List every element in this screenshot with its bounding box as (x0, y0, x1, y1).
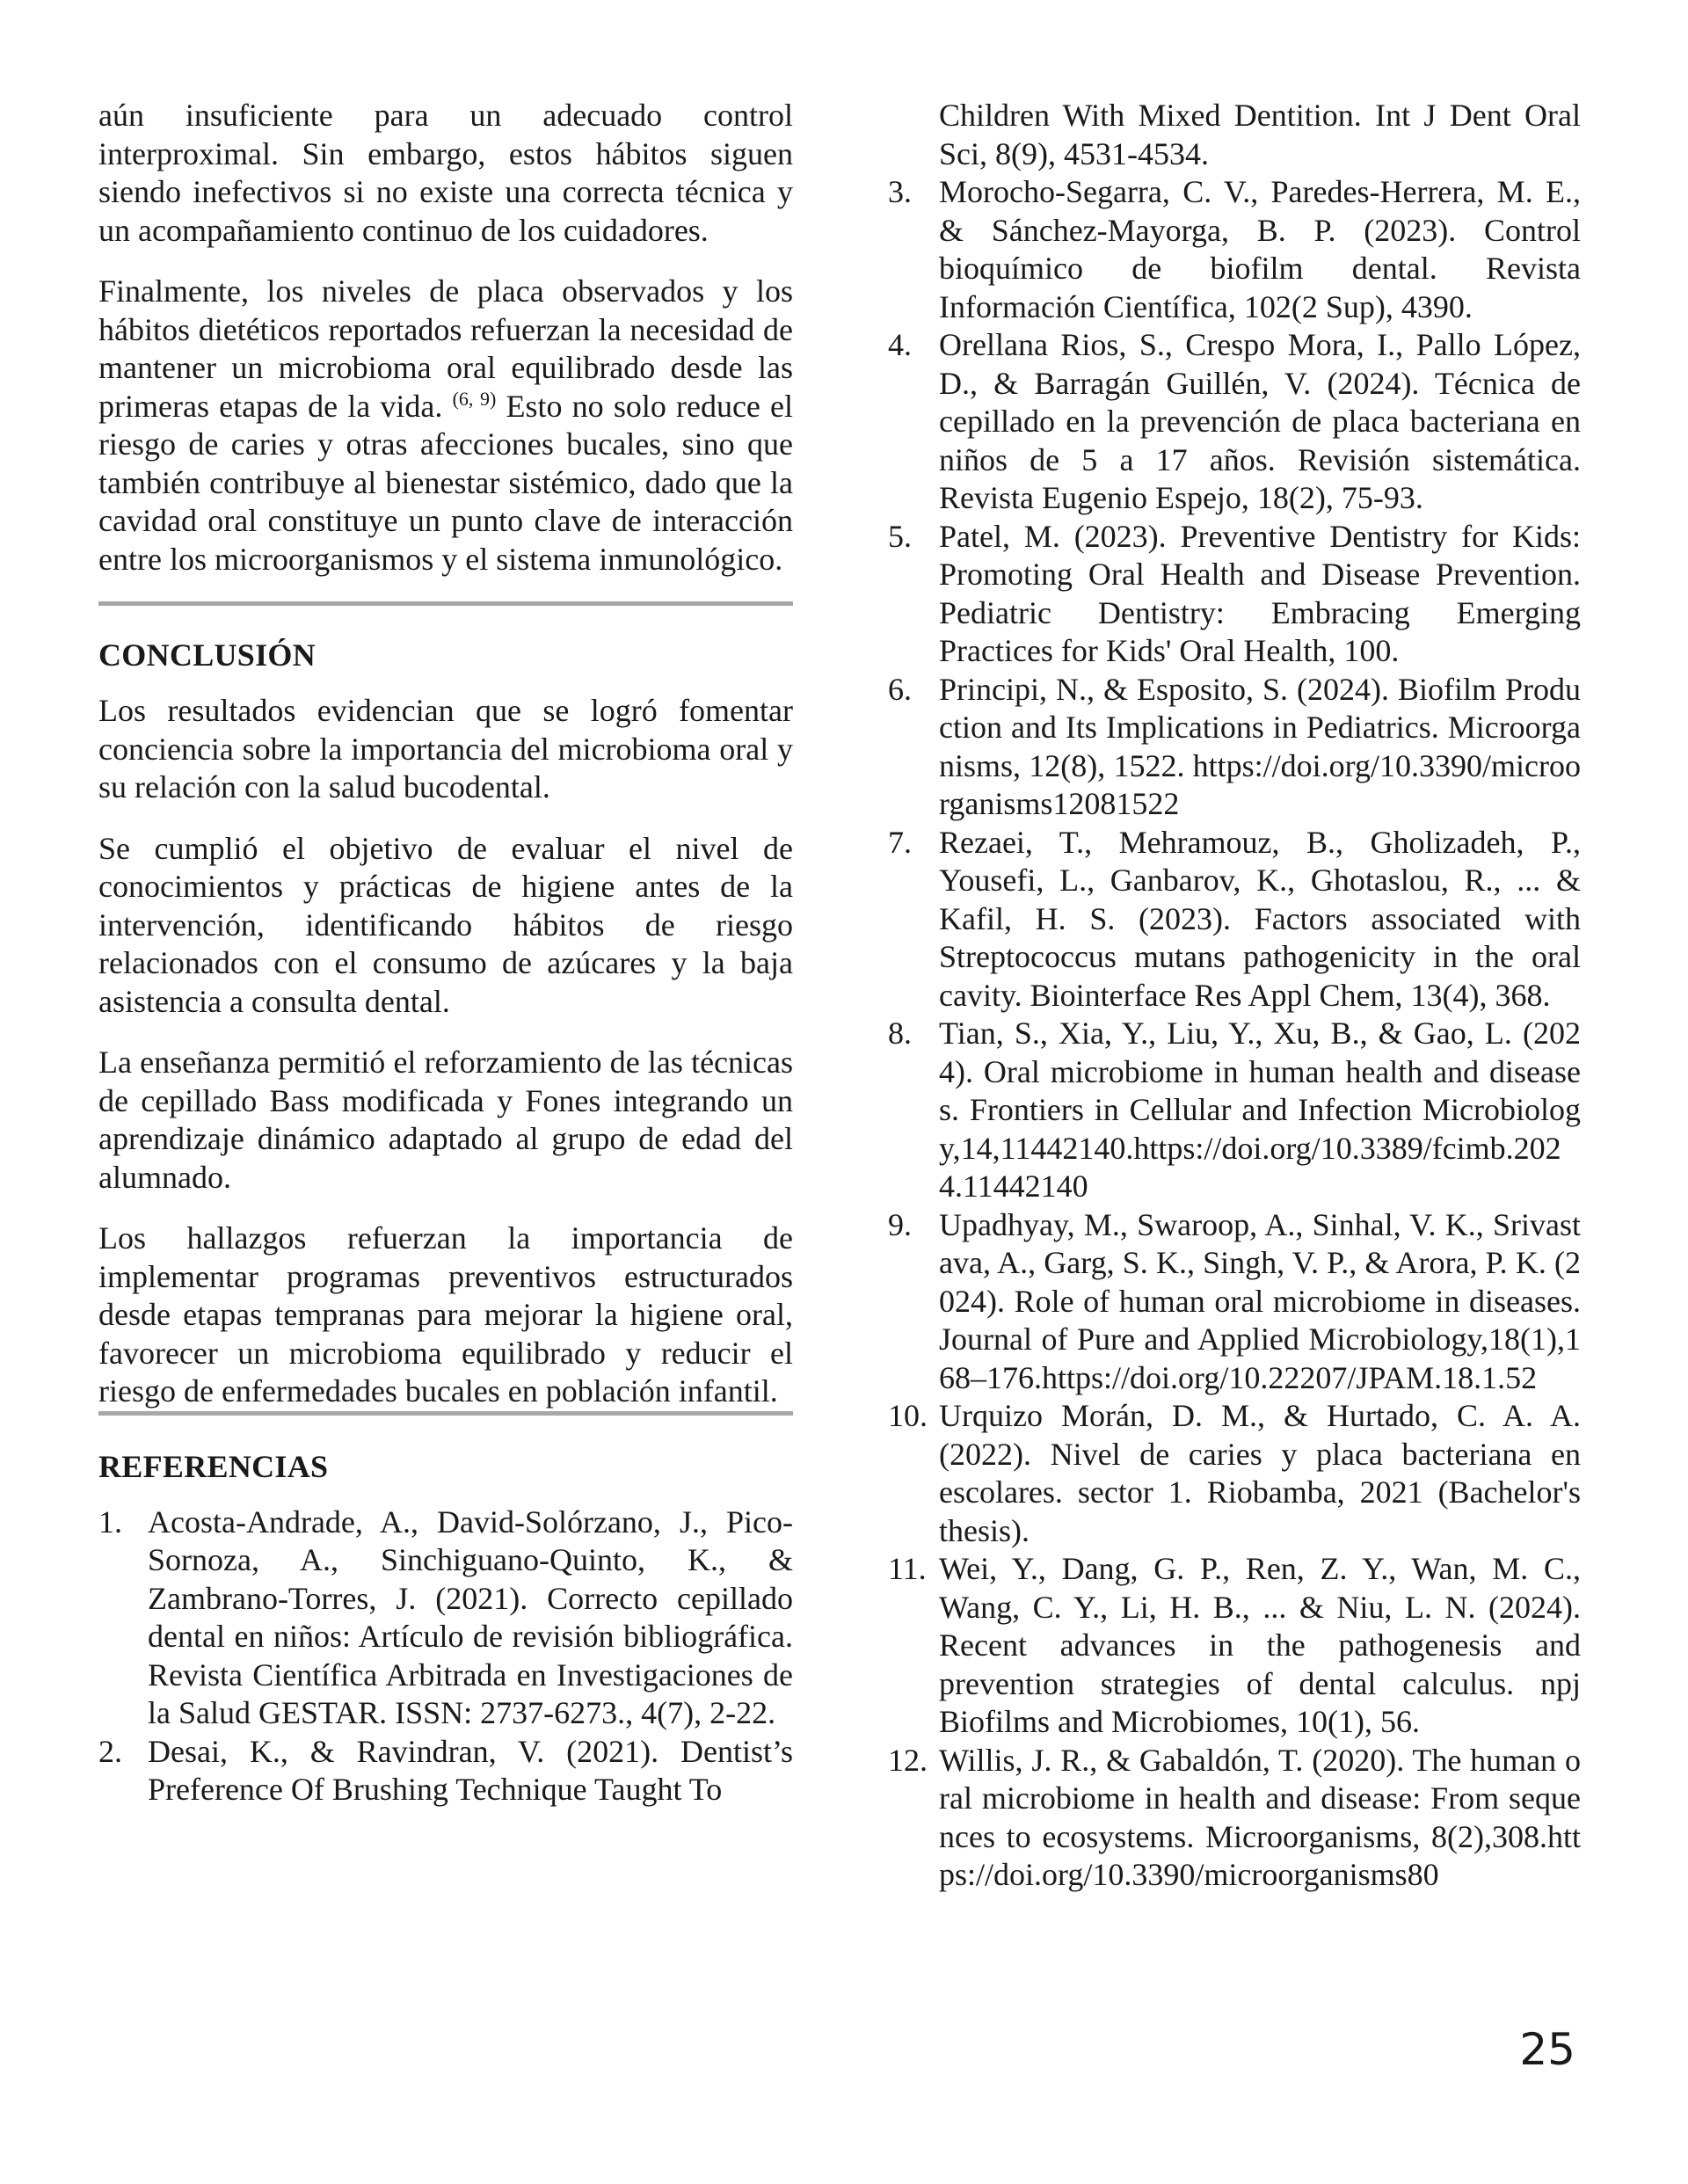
reference-text: Rezaei, T., Mehramouz, B., Gholizadeh, P., Yousefi, L., Ganbarov, K., Ghotaslou, R., ... & Kafil, H. S. (2023). Factors associated with Streptococcus mutans pathogenicity in the oral cavity. Biointerface Res Appl Chem, 13(4), 368. (939, 824, 1581, 1013)
intro-paragraph: aún insuficiente para un adecuado control interproximal. Sin embargo, estos hábitos siguen siendo inefectivos si no existe una correcta técnica y un acompañamiento continuo de los cuidadores. (98, 98, 793, 248)
reference-list-left (98, 1503, 793, 1809)
reference-list-right (888, 173, 1581, 1895)
reference-number: 11. (888, 1551, 927, 1586)
conclusion-paragraph: La enseñanza permitió el reforzamiento de las técnicas de cepillado Bass modificada y Fones integrando un aprendizaje dinámico adaptado al grupo de edad del alumnado. (98, 1045, 793, 1195)
reference-item (888, 1015, 1581, 1206)
reference-text: Principi, N., & Esposito, S. (2024). Biofilm Production and Its Implications in Pediatrics. Microorganisms, 12(8), 1522. https://doi.org/10.3390/microorganisms12081522 (939, 671, 1581, 821)
reference-number: 6. (888, 671, 912, 707)
reference-item (888, 173, 1581, 326)
section-divider (98, 601, 793, 606)
final-paragraph-text-after: Esto no solo reduce el riesgo de caries y otras afecciones bucales, sino que también contribuye al bienestar sistémico, dado que la cavidad oral constituye un punto clave de interacción entre los microorganismos y el sistema inmunológico. (98, 388, 794, 577)
reference-item (888, 1742, 1581, 1895)
reference-text: Urquizo Morán, D. M., & Hurtado, C. A. A. (2022). Nivel de caries y placa bacteriana en escolares. sector 1. Riobamba, 2021 (Bachelor's thesis). (939, 1398, 1581, 1548)
reference-item (98, 1503, 793, 1733)
page-number: 25 (1519, 2024, 1575, 2075)
references-heading: REFERENCIAS (98, 1448, 329, 1484)
reference-number: 8. (888, 1016, 912, 1051)
section-divider (98, 1411, 793, 1416)
reference-item (888, 824, 1581, 1016)
reference-text: Morocho-Segarra, C. V., Paredes-Herrera, M. E., & Sánchez-Mayorga, B. P. (2023). Control bioquímico de biofilm dental. Revista Información Científica, 102(2 Sup), 4390. (939, 174, 1581, 324)
citation-superscript: (6, 9) (452, 387, 497, 410)
reference-number: 5. (888, 518, 912, 554)
reference-item (98, 1733, 793, 1809)
reference-number: 12. (888, 1742, 928, 1778)
reference-text: Acosta-Andrade, A., David-Solórzano, J., Pico-Sornoza, A., Sinchiguano-Quinto, K., & Zambrano-Torres, J. (2021). Correcto cepillado dental en niños: Artículo de revisión bibliográfica. Revista Científica Arbitrada en Investigaciones de la Salud GESTAR. ISSN: 2737-6273., 4(7), 2-22. (148, 1503, 793, 1730)
reference-number: 10. (888, 1398, 928, 1433)
reference-item (888, 326, 1581, 518)
reference-item (888, 671, 1581, 824)
reference-number: 4. (888, 327, 912, 362)
conclusion-paragraph: Los hallazgos refuerzan la importancia de implementar programas preventivos estructurados desde etapas tempranas para mejorar la higiene oral, favorecer un microbioma equilibrado y reducir el riesgo de enfermedades bucales en población infantil. (98, 1220, 793, 1409)
reference-item (888, 1397, 1581, 1550)
reference-number: 7. (888, 824, 912, 860)
conclusion-paragraph: Se cumplió el objetivo de evaluar el nivel de conocimientos y prácticas de higiene antes de la intervención, identificando hábitos de riesgo relacionados con el consumo de azúcares y la baja asistencia a consulta dental. (98, 830, 793, 1019)
final-paragraph (98, 273, 793, 579)
reference-continuation: Children With Mixed Dentition. Int J Dent Oral Sci, 8(9), 4531-4534. (939, 98, 1581, 171)
reference-number: 1. (98, 1503, 122, 1540)
final-paragraph-text-before: Finalmente, los niveles de placa observados y los hábitos dietéticos reportados refuerzan la necesidad de mantener un microbioma oral equilibrado desde las primeras etapas de la vida. (98, 273, 793, 424)
reference-text: Desai, K., & Ravindran, V. (2021). Dentist’s Preference Of Brushing Technique Taught To (148, 1733, 793, 1807)
reference-text: Wei, Y., Dang, G. P., Ren, Z. Y., Wan, M. C., Wang, C. Y., Li, H. B., ... & Niu, L. N. (2024). Recent advances in the pathogenesis and prevention strategies of dental calculus. npj Biofilms and Microbiomes, 10(1), 56. (939, 1551, 1581, 1739)
reference-number: 3. (888, 174, 912, 209)
reference-number: 9. (888, 1206, 912, 1242)
reference-item (888, 1206, 1581, 1398)
conclusion-paragraph: Los resultados evidencian que se logró fomentar conciencia sobre la importancia del microbioma oral y su relación con la salud bucodental. (98, 693, 793, 804)
reference-item (888, 1550, 1581, 1742)
reference-number: 2. (98, 1733, 122, 1769)
reference-item (888, 518, 1581, 671)
conclusion-heading: CONCLUSIÓN (98, 637, 316, 673)
reference-text: Tian, S., Xia, Y., Liu, Y., Xu, B., & Gao, L. (2024). Oral microbiome in human health and diseases. Frontiers in Cellular and Infection Microbiology,14,11442140.https://doi.org/10.3389/fcimb.2024.11442140 (939, 1016, 1581, 1204)
right-column (888, 97, 1581, 1895)
reference-text: Patel, M. (2023). Preventive Dentistry for Kids: Promoting Oral Health and Disease Prevention. Pediatric Dentistry: Embracing Emerging Practices for Kids' Oral Health, 100. (939, 518, 1581, 668)
reference-text: Orellana Rios, S., Crespo Mora, I., Pallo López, D., & Barragán Guillén, V. (2024). Técnica de cepillado en la prevención de placa bacteriana en niños de 5 a 17 años. Revisión sistemática. Revista Eugenio Espejo, 18(2), 75-93. (939, 327, 1581, 515)
left-column (98, 97, 793, 1809)
reference-text: Upadhyay, M., Swaroop, A., Sinhal, V. K., Srivastava, A., Garg, S. K., Singh, V. P., & Arora, P. K. (2024). Role of human oral microbiome in diseases. Journal of Pure and Applied Microbiology,18(1),168–176.https://doi.org/10.22207/JPAM.18.1.52 (939, 1206, 1581, 1395)
reference-text: Willis, J. R., & Gabaldón, T. (2020). The human oral microbiome in health and disease: From sequences to ecosystems. Microorganisms, 8(2),308.https://doi.org/10.3390/microorganisms80 (939, 1742, 1581, 1892)
